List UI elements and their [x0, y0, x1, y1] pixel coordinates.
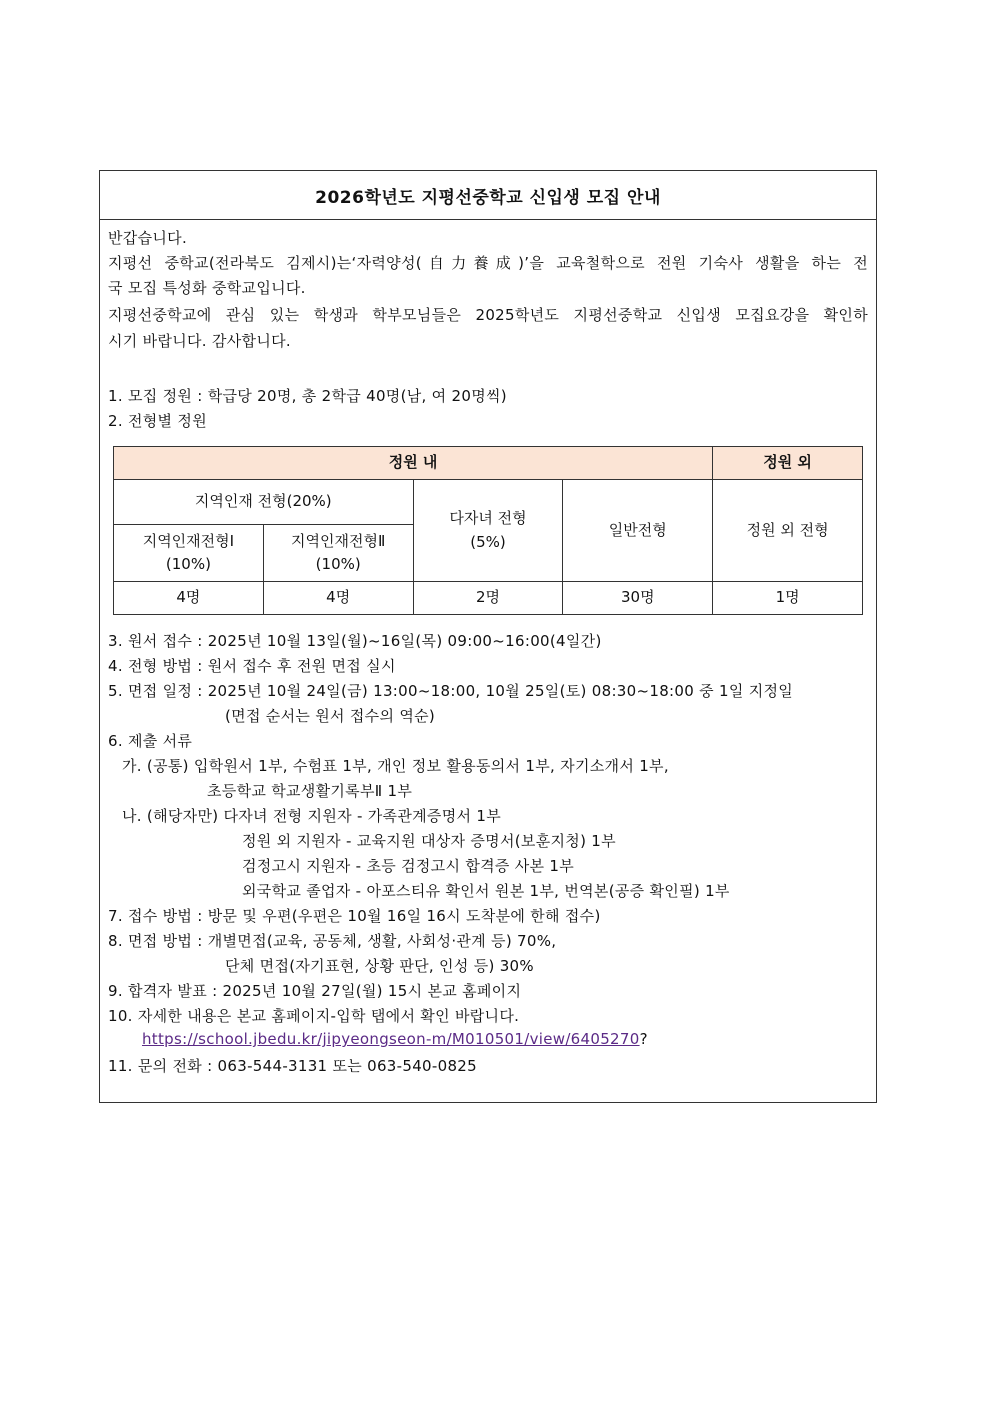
quota-table — [113, 446, 863, 615]
item-interview-note: (면접 순서는 원서 접수의 역순) — [225, 707, 436, 725]
documents-specific: 나. (해당자만) 다자녀 전형 지원자 - 가족관계증명서 1부 — [122, 807, 501, 825]
notice-title: 2026학년도 지평선중학교 신입생 모집 안내 — [100, 171, 876, 220]
multichild-cell — [413, 480, 563, 582]
intro-line: 지평선중학교에 관심 있는 학생과 학부모님들은 2025학년도 지평선중학교 신입생 모집요강을 확인하 — [108, 306, 868, 324]
regional2-name: 지역인재전형Ⅱ — [291, 531, 386, 550]
details-link-line — [142, 1030, 648, 1048]
extra-cell: 정원 외 전형 — [713, 480, 863, 582]
header-out-quota: 정원 외 — [713, 447, 863, 480]
regional1-pct: (10%) — [165, 555, 211, 573]
regional2-cell — [263, 525, 413, 582]
documents-specific-cont: 검정고시 지원자 - 초등 검정고시 합격증 사본 1부 — [242, 857, 575, 875]
documents-common-cont: 초등학교 학교생활기록부Ⅱ 1부 — [207, 782, 413, 800]
multichild-pct: (5%) — [470, 532, 506, 551]
item-details: 10. 자세한 내용은 본교 홈페이지-입학 탭에서 확인 바랍니다. — [108, 1007, 520, 1025]
count-cell: 2명 — [413, 582, 563, 615]
notice-frame — [99, 170, 877, 1103]
intro-line: 반갑습니다. — [108, 229, 188, 247]
count-cell: 4명 — [114, 582, 264, 615]
intro-line: 국 모집 특성화 중학교입니다. — [108, 279, 306, 297]
item-quota: 1. 모집 정원 : 학급당 20명, 총 2학급 40명(남, 여 20명씩) — [108, 387, 507, 405]
count-cell: 4명 — [263, 582, 413, 615]
count-cell: 30명 — [563, 582, 713, 615]
regional2-pct: (10%) — [315, 555, 361, 573]
item-application: 3. 원서 접수 : 2025년 10월 13일(월)~16일(목) 09:00~16:00(4일간) — [108, 632, 602, 650]
documents-common: 가. (공통) 입학원서 1부, 수험표 1부, 개인 정보 활용동의서 1부, 자기소개서 1부, — [122, 757, 669, 775]
item-selection: 4. 전형 방법 : 원서 접수 후 전원 면접 실시 — [108, 657, 396, 675]
item-interview-schedule: 5. 면접 일정 : 2025년 10월 24일(금) 13:00~18:00, 10월 25일(토) 08:30~18:00 중 1일 지정일 — [108, 682, 794, 700]
item-interview-method-cont: 단체 면접(자기표현, 상황 판단, 인성 등) 30% — [225, 957, 534, 975]
item-submission-method: 7. 접수 방법 : 방문 및 우편(우편은 10월 16일 16시 도착분에 한해 접수) — [108, 907, 601, 925]
intro-line: 지평선 중학교(전라북도 김제시)는‘자력양성(自力養成)’을 교육철학으로 전원 기숙사 생활을 하는 전 — [108, 254, 868, 272]
regional1-name: 지역인재전형Ⅰ — [142, 531, 235, 550]
item-quota-by-type: 2. 전형별 정원 — [108, 412, 207, 430]
item-contact: 11. 문의 전화 : 063-544-3131 또는 063-540-0825 — [108, 1057, 477, 1075]
intro-line: 시기 바랍니다. 감사합니다. — [108, 332, 291, 350]
link-suffix: ? — [639, 1030, 648, 1048]
multichild-name: 다자녀 전형 — [449, 509, 527, 528]
homepage-link[interactable]: https://school.jbedu.kr/jipyeongseon-m/M010501/view/6405270 — [142, 1030, 640, 1048]
documents-specific-cont: 외국학교 졸업자 - 아포스티유 확인서 원본 1부, 번역본(공증 확인필) 1부 — [242, 882, 730, 900]
header-in-quota: 정원 내 — [114, 447, 713, 480]
count-cell: 1명 — [713, 582, 863, 615]
item-announcement: 9. 합격자 발표 : 2025년 10월 27일(월) 15시 본교 홈페이지 — [108, 982, 522, 1000]
regional1-cell — [114, 525, 264, 582]
item-interview-method: 8. 면접 방법 : 개별면접(교육, 공동체, 생활, 사회성·관계 등) 70%, — [108, 932, 557, 950]
documents-specific-cont: 정원 외 지원자 - 교육지원 대상자 증명서(보훈지청) 1부 — [242, 832, 616, 850]
general-cell: 일반전형 — [563, 480, 713, 582]
regional-group-cell: 지역인재 전형(20%) — [114, 480, 414, 525]
item-documents: 6. 제출 서류 — [108, 732, 193, 750]
